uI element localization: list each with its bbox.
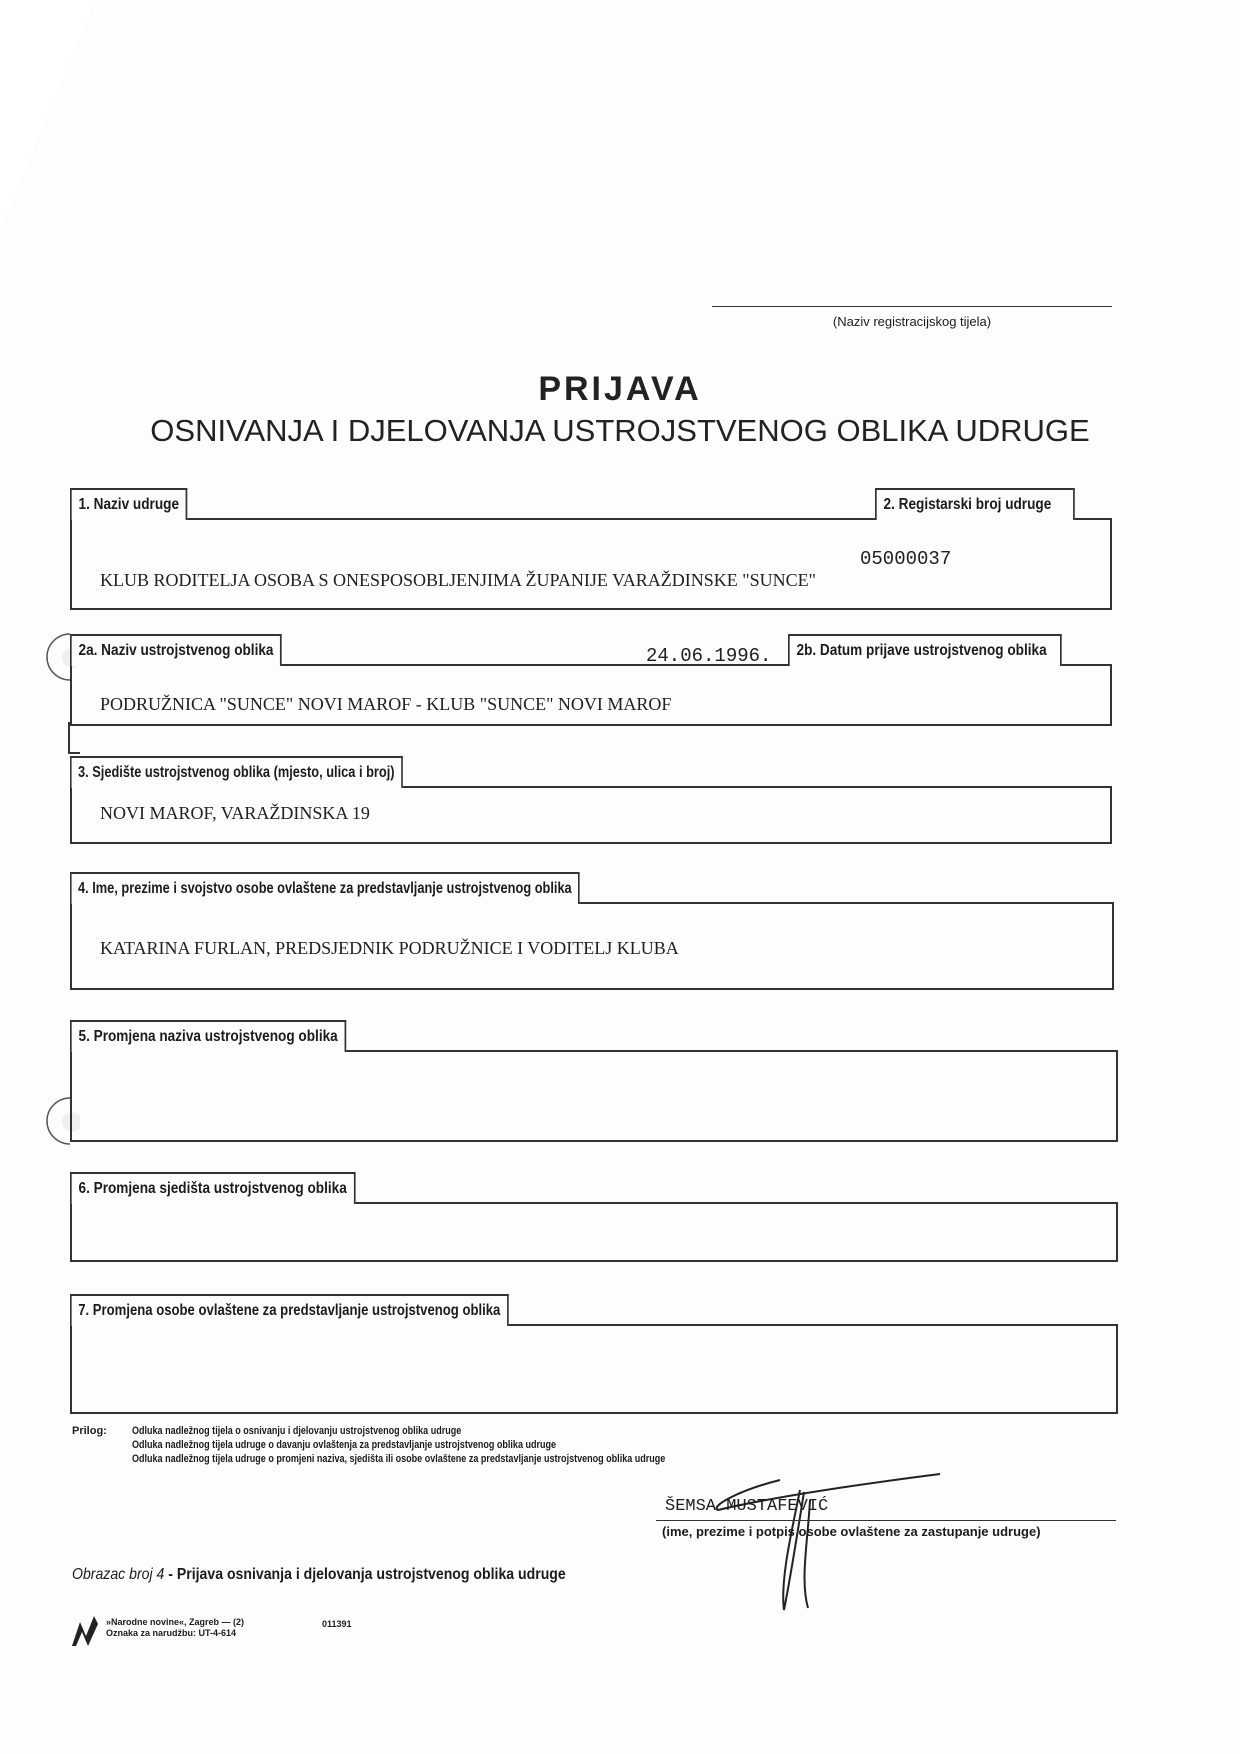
narodne-novine-logo-icon [70, 1614, 100, 1648]
unit-name-value: PODRUŽNICA "SUNCE" NOVI MAROF - KLUB "SUNCE" NOVI MAROF [100, 694, 672, 714]
authorized-person-value: KATARINA FURLAN, PREDSJEDNIK PODRUŽNICE I VODITELJ KLUBA [100, 938, 679, 958]
registry-number-label: 2. Registarski broj udruge [875, 488, 1075, 520]
publisher-line: »Narodne novine«, Zagreb — (2) [106, 1617, 245, 1627]
unit-name-change-box [70, 1050, 1118, 1142]
form-title: PRIJAVA [538, 370, 702, 408]
form-subtitle: OSNIVANJA I DJELOVANJA USTROJSTVENOG OBLIKA UDRUGE [150, 413, 1090, 448]
attachment-item: Odluka nadležnog tijela udruge o promjeni naziva, sjedišta ili osobe ovlaštene za predstavljanje ustrojstvenog oblika udruge [132, 1453, 666, 1465]
unit-seat-value: NOVI MAROF, VARAŽDINSKA 19 [100, 803, 370, 823]
form-number-title: - Prijava osnivanja i djelovanja ustrojstvenog oblika udruge [164, 1566, 566, 1583]
unit-name-change-label: 5. Promjena naziva ustrojstvenog oblika [70, 1020, 346, 1052]
association-name-value: KLUB RODITELJA OSOBA S ONESPOSOBLJENJIMA ŽUPANIJE VARAŽDINSKE "SUNCE" [100, 570, 816, 590]
handwritten-signature [680, 1470, 960, 1620]
registry-caption: (Naziv registracijskog tijela) [832, 314, 992, 329]
registry-number-value: 05000037 [860, 548, 952, 570]
registry-name-line [712, 306, 1112, 307]
association-name-label: 1. Naziv udruge [70, 488, 188, 520]
folded-corner [0, 0, 95, 230]
authorized-person-label: 4. Ime, prezime i svojstvo osobe ovlaštene za predstavljanje ustrojstvenog oblika [70, 872, 580, 904]
attachment-item: Odluka nadležnog tijela udruge o davanju ovlaštenja za predstavljanje ustrojstvenog oblika udruge [132, 1439, 557, 1451]
form-number [72, 1566, 566, 1584]
application-date-value: 24.06.1996. [646, 645, 772, 667]
association-name-box [70, 518, 1112, 610]
unit-name-label: 2a. Naziv ustrojstvenog oblika [70, 634, 282, 666]
application-date-label: 2b. Datum prijave ustrojstvenog oblika [788, 634, 1062, 666]
publisher-code: 011391 [322, 1619, 352, 1629]
signatory-name: ŠEMSA MUSTAFEVIĆ [665, 1497, 829, 1516]
signature-line [656, 1520, 1116, 1521]
attachment-item: Odluka nadležnog tijela o osnivanju i djelovanju ustrojstvenog oblika udruge [132, 1425, 462, 1437]
unit-seat-change-box [70, 1202, 1118, 1262]
unit-name-box-tail [68, 722, 80, 754]
unit-seat-label: 3. Sjedište ustrojstvenog oblika (mjesto, ulica i broj) [70, 756, 403, 788]
signature-caption: (ime, prezime i potpis osobe ovlaštene za zastupanje udruge) [662, 1524, 1041, 1539]
authorized-person-change-box [70, 1324, 1118, 1414]
publisher-info [106, 1617, 244, 1639]
form-number-label: Obrazac broj 4 [72, 1566, 165, 1583]
order-code: Oznaka za narudžbu: UT-4-614 [106, 1628, 237, 1638]
unit-seat-change-label: 6. Promjena sjedišta ustrojstvenog oblika [70, 1172, 355, 1204]
authorized-person-change-label: 7. Promjena osobe ovlaštene za predstavljanje ustrojstvenog oblika [70, 1294, 509, 1326]
attachments-label: Prilog: [72, 1425, 107, 1437]
